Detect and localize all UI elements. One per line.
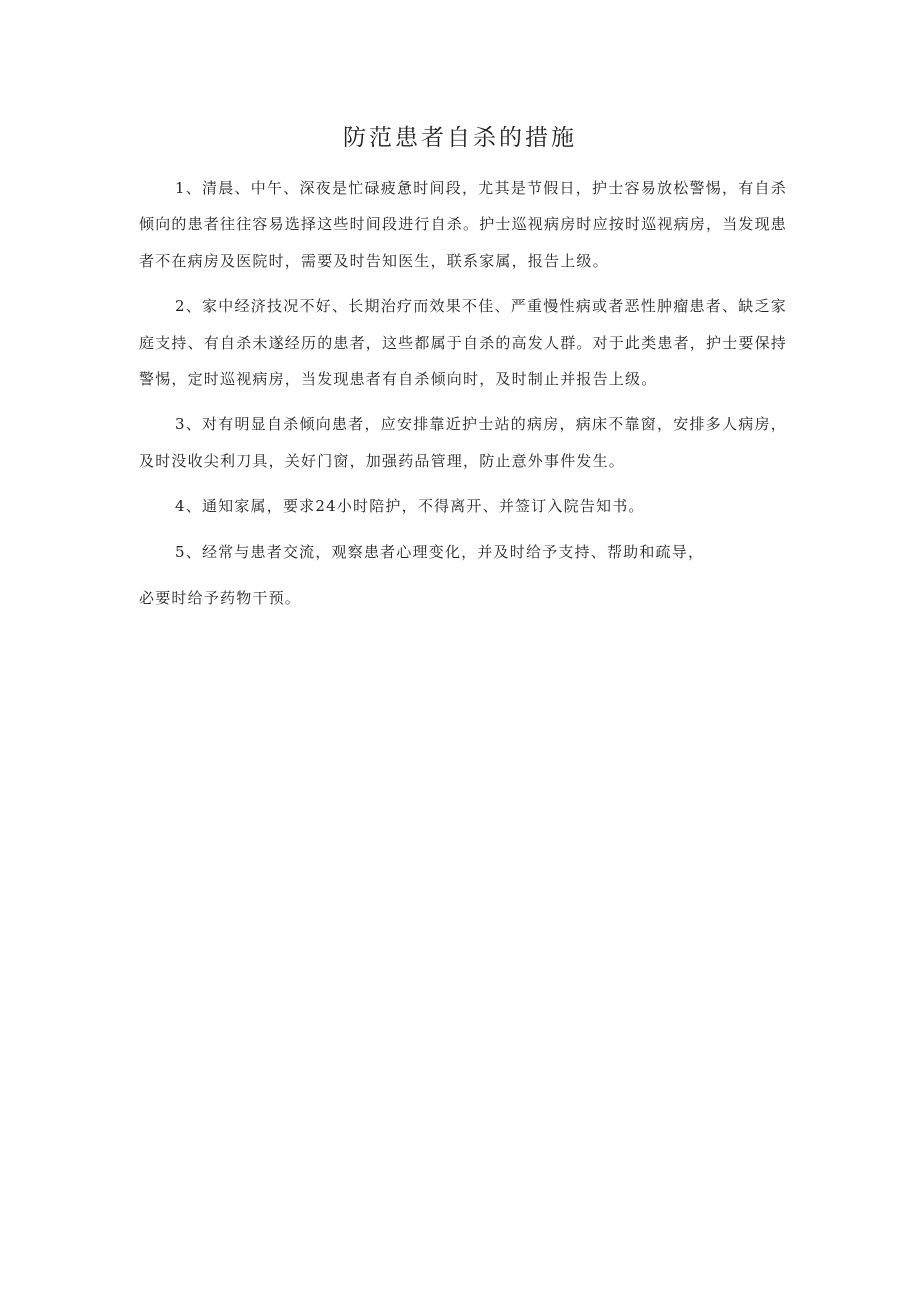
paragraph-3: 3、对有明显自杀倾向患者，应安排靠近护士站的病房，病床不靠窗，安排多人病房，及时没收尖利刀具，关好门窗，加强药品管理，防止意外事件发生。 [139, 415, 787, 470]
paragraph-5: 5、经常与患者交流，观察患者心理变化，并及时给予支持、帮助和疏导， [175, 542, 705, 561]
paragraph-1: 1、清晨、中午、深夜是忙碌疲惫时间段，尤其是节假日，护士容易放松警惕，有自杀倾向的患者往往容易选择这些时间段进行自杀。护士巡视病房时应按时巡视病房，当发现患者不在病房及医院时，需要及时告知医生，联系家属，报告上级。 [139, 179, 788, 270]
document-body [139, 170, 787, 616]
paragraph-5-continuation: 必要时给予药物干预。 [139, 589, 302, 608]
document-title: 防范患者自杀的措施 [343, 125, 577, 151]
paragraph-2: 2、家中经济技况不好、长期治疗而效果不佳、严重慢性病或者恶性肿瘤患者、缺乏家庭支持、有自杀未遂经历的患者，这些都属于自杀的高发人群。对于此类患者，护士要保持警惕，定时巡视病房，当发现患者有自杀倾向时，及时制止并报告上级。 [139, 297, 788, 389]
paragraph-4: 4、通知家属，要求24小时陪护，不得离开、并签订入院告知书。 [175, 497, 645, 516]
